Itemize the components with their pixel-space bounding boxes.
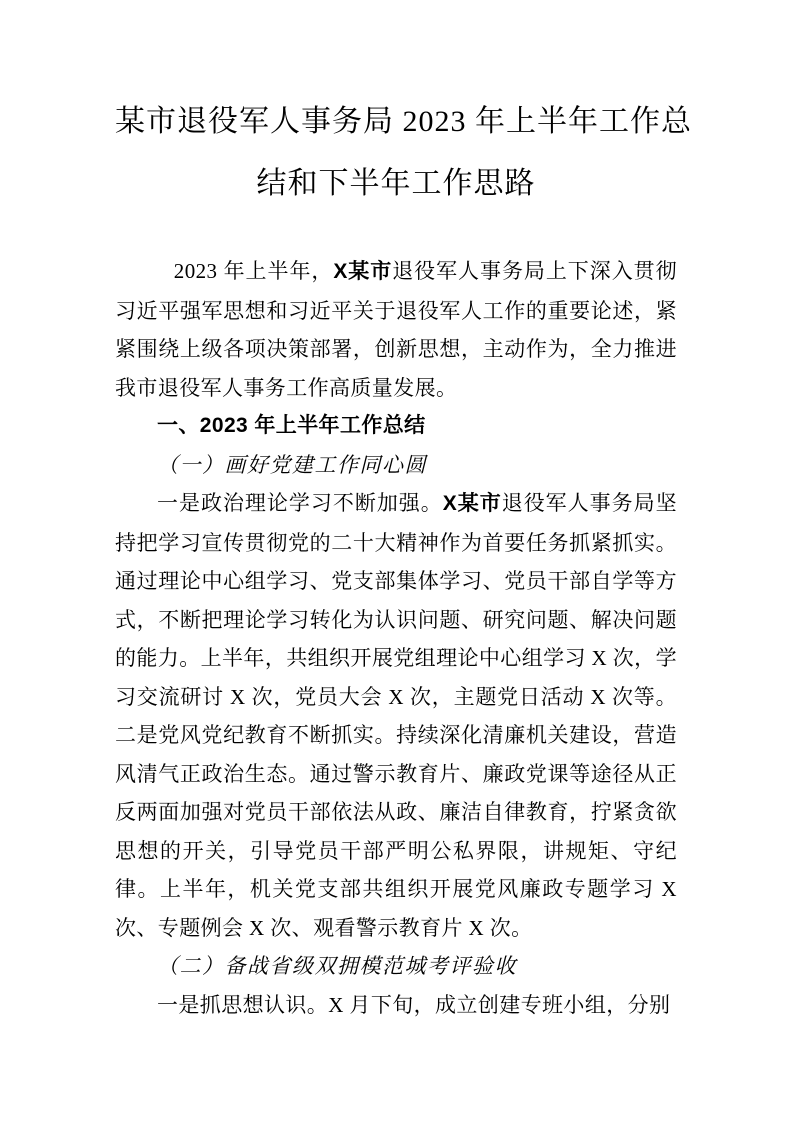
document-body bbox=[115, 252, 677, 1024]
paragraph bbox=[115, 252, 677, 407]
text-run: 一是抓思想认识。X 月下旬，成立创建专班小组，分别 bbox=[157, 992, 671, 1017]
emphasis-text: X某市 bbox=[333, 260, 393, 283]
text-run: （二）备战省级双拥模范城考评验收 bbox=[157, 954, 517, 978]
text-run: 退役军人事务局坚持把学习宣传贯彻党的二十大精神作为首要任务抓紧抓实。 通过理论中心组学习、党支部集体学习、党员干部自学等方式，不断把理论学习转化为认识问题、研究问题、解决问题的能力。上半年，共组织开展党组理论中心组学习 X 次，学习交流研讨 X 次，党员大会 X 次，主题党日活动 X 次等。二是党风党纪教育不断抓实。持续深化清廉机关建设，营造风清气正政治生态。通过警示教育片、廉政党课等途径从正反两面加强对党员干部依法从政、廉洁自律教育，拧紧贪欲思想的开关，引导党员干部严明公私界限，讲规矩、守纪律。上半年，机关党支部共组织开展党风廉政专题学习 X 次、专题例会 X 次、观看警示教育片 X 次。 bbox=[115, 491, 677, 940]
doc-title bbox=[115, 91, 692, 215]
doc-title-line-1: 某市退役军人事务局 2023 年上半年工作总 bbox=[115, 105, 692, 138]
paragraph bbox=[115, 986, 677, 1025]
text-run: 一是政治理论学习不断加强。 bbox=[157, 491, 443, 515]
text-run: （一）画好党建工作同心圆 bbox=[157, 452, 427, 477]
section-heading-level-2 bbox=[115, 947, 677, 986]
emphasis-text: X某市 bbox=[442, 492, 502, 515]
text-run: 一、2023 年上半年工作总结 bbox=[157, 414, 426, 437]
section-heading-level-1 bbox=[115, 407, 677, 446]
text-run: 2023 年上半年， bbox=[173, 259, 334, 283]
section-heading-level-2 bbox=[115, 446, 677, 485]
doc-title-line-2: 结和下半年工作思路 bbox=[256, 167, 536, 200]
text-run: 退役军人事务局上下深入贯彻习近平强军思想和习近平关于退役军人工作的重要论述，紧紧围绕上级各项决策部署，创新思想，主动作为，全力推进我市退役军人事务工作高质量发展。 bbox=[115, 259, 677, 400]
paragraph bbox=[115, 484, 677, 947]
